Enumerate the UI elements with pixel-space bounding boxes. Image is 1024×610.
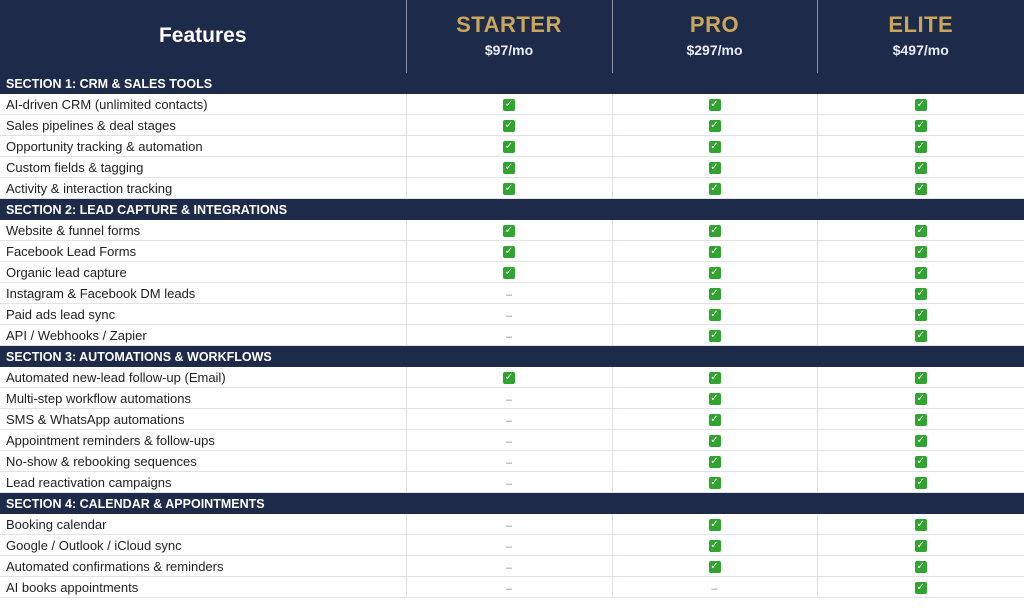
tier-cell <box>817 514 1024 535</box>
section-header-row <box>0 493 1024 515</box>
table-row <box>0 241 1024 262</box>
check-icon: ✓ <box>916 477 925 489</box>
section-title: SECTION 3: AUTOMATIONS & WORKFLOWS <box>0 346 1024 368</box>
check-icon: ✓ <box>916 183 925 195</box>
tier-price: $297/mo <box>686 42 743 58</box>
check-icon: ✓ <box>710 120 719 132</box>
check-icon: ✓ <box>916 561 925 573</box>
features-header-label: Features <box>158 24 247 47</box>
tier-cell <box>817 220 1024 241</box>
check-icon: ✓ <box>916 246 925 258</box>
tier-cell <box>817 367 1024 388</box>
check-icon: ✓ <box>504 183 514 195</box>
tier-cell <box>406 94 612 115</box>
tier-cell <box>406 514 612 535</box>
feature-name: Activity & interaction tracking <box>0 178 406 199</box>
table-row <box>0 577 1024 598</box>
check-icon: ✓ <box>916 267 925 279</box>
table-row <box>0 262 1024 283</box>
tier-cell <box>817 535 1024 556</box>
tier-cell <box>612 556 817 577</box>
check-icon: ✓ <box>710 372 719 384</box>
check-icon: ✓ <box>710 288 719 300</box>
tier-cell <box>817 115 1024 136</box>
feature-name: Paid ads lead sync <box>0 304 406 325</box>
dash-icon: – <box>505 477 513 490</box>
check-icon: ✓ <box>504 99 514 111</box>
tier-cell <box>406 388 612 409</box>
check-icon: ✓ <box>916 540 925 552</box>
tier-cell <box>817 388 1024 409</box>
tier-cell <box>406 115 612 136</box>
tier-cell <box>612 472 817 493</box>
check-icon: ✓ <box>916 225 925 237</box>
tier-cell <box>406 409 612 430</box>
check-icon: ✓ <box>710 267 719 279</box>
tier-cell <box>612 388 817 409</box>
check-icon: ✓ <box>916 435 925 447</box>
check-icon: ✓ <box>710 393 719 405</box>
check-icon: ✓ <box>504 120 514 132</box>
tier-cell <box>612 136 817 157</box>
table-row <box>0 430 1024 451</box>
check-icon: ✓ <box>916 99 925 111</box>
tier-name: PRO <box>689 12 740 37</box>
check-icon: ✓ <box>916 309 925 321</box>
tier-cell <box>612 535 817 556</box>
table-body <box>0 73 1024 598</box>
section-header-row <box>0 73 1024 95</box>
tier-cell <box>406 451 612 472</box>
check-icon: ✓ <box>504 267 514 279</box>
check-icon: ✓ <box>916 519 925 531</box>
dash-icon: – <box>505 288 513 301</box>
table-row <box>0 220 1024 241</box>
check-icon: ✓ <box>916 582 925 594</box>
feature-name: Organic lead capture <box>0 262 406 283</box>
check-icon: ✓ <box>916 288 925 300</box>
tier-header-pro <box>612 0 817 73</box>
table-row <box>0 136 1024 157</box>
tier-cell <box>612 178 817 199</box>
check-icon: ✓ <box>916 456 925 468</box>
table-row <box>0 556 1024 577</box>
feature-name: Automated new-lead follow-up (Email) <box>0 367 406 388</box>
check-icon: ✓ <box>504 372 514 384</box>
tier-cell <box>817 241 1024 262</box>
section-title: SECTION 4: CALENDAR & APPOINTMENTS <box>0 493 1024 515</box>
check-icon: ✓ <box>504 225 514 237</box>
table-row <box>0 157 1024 178</box>
dash-icon: – <box>505 435 513 448</box>
tier-cell <box>817 409 1024 430</box>
tier-cell <box>612 514 817 535</box>
features-column-header <box>0 0 406 73</box>
tier-cell <box>817 304 1024 325</box>
tier-name: STARTER <box>456 12 562 37</box>
tier-cell <box>817 157 1024 178</box>
tier-cell <box>406 283 612 304</box>
table-row <box>0 325 1024 346</box>
table-row <box>0 115 1024 136</box>
dash-icon: – <box>505 519 513 532</box>
feature-name: Appointment reminders & follow-ups <box>0 430 406 451</box>
dash-icon: – <box>505 309 513 322</box>
check-icon: ✓ <box>916 393 925 405</box>
feature-name: Website & funnel forms <box>0 220 406 241</box>
feature-name: SMS & WhatsApp automations <box>0 409 406 430</box>
table-row <box>0 514 1024 535</box>
tier-cell <box>817 136 1024 157</box>
tier-cell <box>612 430 817 451</box>
table-row <box>0 304 1024 325</box>
feature-name: API / Webhooks / Zapier <box>0 325 406 346</box>
check-icon: ✓ <box>504 141 514 153</box>
tier-cell <box>817 472 1024 493</box>
tier-cell <box>406 535 612 556</box>
tier-cell <box>612 115 817 136</box>
table-row <box>0 388 1024 409</box>
dash-icon: – <box>505 456 513 469</box>
section-header-row <box>0 346 1024 368</box>
tier-cell <box>406 178 612 199</box>
tier-cell <box>406 325 612 346</box>
tier-cell <box>817 451 1024 472</box>
tier-cell <box>406 157 612 178</box>
check-icon: ✓ <box>710 162 719 174</box>
tier-cell <box>817 556 1024 577</box>
section-title: SECTION 2: LEAD CAPTURE & INTEGRATIONS <box>0 199 1024 221</box>
tier-cell <box>612 577 817 598</box>
tier-cell <box>817 325 1024 346</box>
tier-cell <box>612 220 817 241</box>
table-row <box>0 178 1024 199</box>
table-row <box>0 94 1024 115</box>
tier-cell <box>406 367 612 388</box>
tier-price: $497/mo <box>892 42 949 58</box>
tier-cell <box>612 409 817 430</box>
table-row <box>0 409 1024 430</box>
check-icon: ✓ <box>710 330 719 342</box>
check-icon: ✓ <box>916 414 925 426</box>
tier-cell <box>406 220 612 241</box>
tier-cell <box>612 304 817 325</box>
tier-name: ELITE <box>888 12 954 37</box>
table-row <box>0 451 1024 472</box>
table-row <box>0 283 1024 304</box>
check-icon: ✓ <box>916 162 925 174</box>
tier-cell <box>817 178 1024 199</box>
feature-name: Booking calendar <box>0 514 406 535</box>
tier-cell <box>612 325 817 346</box>
check-icon: ✓ <box>710 225 719 237</box>
check-icon: ✓ <box>916 141 925 153</box>
tier-header-starter <box>406 0 612 73</box>
tier-cell <box>406 262 612 283</box>
check-icon: ✓ <box>710 519 719 531</box>
table-row <box>0 367 1024 388</box>
tier-cell <box>406 241 612 262</box>
check-icon: ✓ <box>710 246 719 258</box>
dash-icon: – <box>505 393 513 406</box>
feature-name: Facebook Lead Forms <box>0 241 406 262</box>
tier-cell <box>406 577 612 598</box>
dash-icon: – <box>711 582 718 595</box>
check-icon: ✓ <box>710 99 719 111</box>
section-title: SECTION 1: CRM & SALES TOOLS <box>0 73 1024 95</box>
check-icon: ✓ <box>916 330 925 342</box>
tier-cell <box>406 472 612 493</box>
tier-cell <box>406 136 612 157</box>
feature-name: Lead reactivation campaigns <box>0 472 406 493</box>
check-icon: ✓ <box>504 162 514 174</box>
check-icon: ✓ <box>504 246 514 258</box>
tier-cell <box>406 304 612 325</box>
check-icon: ✓ <box>710 477 719 489</box>
tier-cell <box>612 262 817 283</box>
section-header-row <box>0 199 1024 221</box>
table-row <box>0 535 1024 556</box>
feature-name: AI-driven CRM (unlimited contacts) <box>0 94 406 115</box>
dash-icon: – <box>505 582 513 595</box>
tier-cell <box>817 262 1024 283</box>
tier-cell <box>817 283 1024 304</box>
feature-name: Multi-step workflow automations <box>0 388 406 409</box>
dash-icon: – <box>505 330 513 343</box>
tier-cell <box>612 283 817 304</box>
dash-icon: – <box>505 540 513 553</box>
check-icon: ✓ <box>710 561 719 573</box>
feature-name: Opportunity tracking & automation <box>0 136 406 157</box>
tier-cell <box>817 577 1024 598</box>
check-icon: ✓ <box>710 540 719 552</box>
tier-cell <box>612 94 817 115</box>
tier-cell <box>817 94 1024 115</box>
feature-name: No-show & rebooking sequences <box>0 451 406 472</box>
tier-header-elite <box>817 0 1024 73</box>
feature-name: AI books appointments <box>0 577 406 598</box>
feature-name: Instagram & Facebook DM leads <box>0 283 406 304</box>
tier-cell <box>406 430 612 451</box>
check-icon: ✓ <box>710 435 719 447</box>
dash-icon: – <box>505 414 513 427</box>
dash-icon: – <box>505 561 513 574</box>
tier-cell <box>817 430 1024 451</box>
check-icon: ✓ <box>916 372 925 384</box>
table-header-row <box>0 0 1024 73</box>
feature-name: Google / Outlook / iCloud sync <box>0 535 406 556</box>
feature-name: Custom fields & tagging <box>0 157 406 178</box>
check-icon: ✓ <box>710 456 719 468</box>
check-icon: ✓ <box>710 414 719 426</box>
check-icon: ✓ <box>710 309 719 321</box>
tier-cell <box>612 157 817 178</box>
check-icon: ✓ <box>710 141 719 153</box>
tier-cell <box>612 241 817 262</box>
check-icon: ✓ <box>916 120 925 132</box>
tier-cell <box>406 556 612 577</box>
tier-cell <box>612 367 817 388</box>
tier-price: $97/mo <box>484 42 534 58</box>
feature-name: Sales pipelines & deal stages <box>0 115 406 136</box>
tier-cell <box>612 451 817 472</box>
feature-name: Automated confirmations & reminders <box>0 556 406 577</box>
table-row <box>0 472 1024 493</box>
check-icon: ✓ <box>710 183 719 195</box>
